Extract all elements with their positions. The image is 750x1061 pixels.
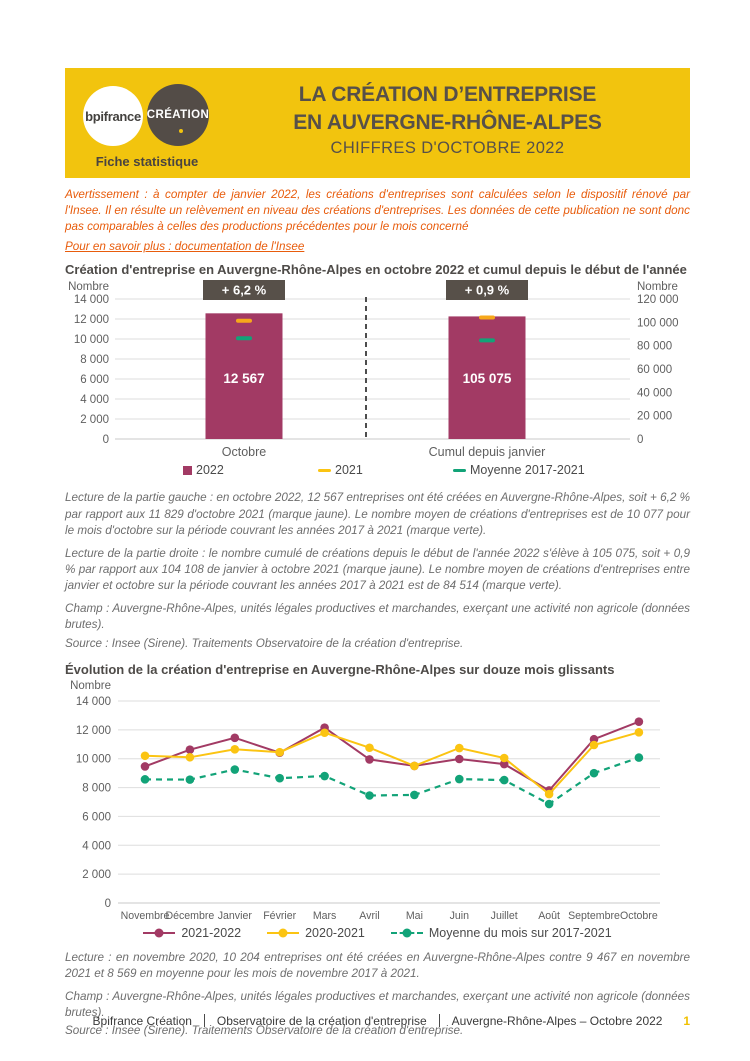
left-tick-label: 8 000	[80, 354, 109, 367]
footer-separator	[439, 1014, 440, 1027]
right-tick-label: 20 000	[637, 411, 673, 424]
data-point	[410, 790, 419, 799]
growth-badge-label: + 0,9 %	[464, 282, 510, 298]
data-point	[186, 745, 195, 754]
left-tick-label: 6 000	[80, 374, 109, 387]
data-point	[365, 755, 374, 764]
data-point	[455, 774, 464, 783]
y-tick-label: 12 000	[75, 724, 111, 737]
right-tick-label: 60 000	[637, 364, 673, 377]
right-tick-label: 80 000	[637, 341, 673, 354]
legend-item-2021	[318, 463, 363, 477]
legend-dot-icon	[279, 928, 288, 937]
month-label: Septembre	[568, 909, 620, 922]
footer-brand: Bpifrance Création	[92, 1014, 192, 1028]
data-point	[410, 761, 419, 770]
data-point	[455, 743, 464, 752]
data-point	[141, 751, 150, 760]
left-tick-label: 0	[102, 434, 109, 447]
page-content	[65, 68, 690, 1039]
line-chart	[65, 679, 690, 925]
creation-logo-dot-icon	[179, 129, 183, 133]
month-label: Mai	[405, 909, 423, 922]
data-point	[545, 799, 554, 808]
chart1-notes	[65, 490, 690, 651]
source-note: Source : Insee (Sirene). Traitements Observatoire de la création d'entreprise.	[65, 1024, 464, 1038]
data-point	[545, 789, 554, 798]
bpifrance-logo	[83, 86, 143, 146]
month-label: Novembre	[120, 909, 170, 922]
legend-item-2020-2021	[267, 926, 365, 940]
y-tick-label: 8 000	[82, 782, 111, 795]
legend-label-2020-2021: 2020-2021	[305, 925, 365, 940]
left-tick-label: 14 000	[73, 294, 109, 307]
bpifrance-logo-text: bpifrance	[85, 108, 141, 124]
title-line-2: EN AUVERGNE-RHÔNE-ALPES	[293, 110, 602, 134]
legend-swatch-2020-2021	[267, 928, 299, 938]
legend-label-2021: 2021	[335, 463, 363, 478]
lecture-text: Lecture : en novembre 2020, 10 204 entreprises ont été créées en Auvergne-Rhône-Alpes contre 9 467 en novembre 2021 et 8 569 en moyenne pour les mois de novembre 2017 à 2021.	[65, 950, 690, 980]
footer-separator	[204, 1014, 205, 1027]
chart2-title: Évolution de la création d'entreprise en Auvergne-Rhône-Alpes sur douze mois glissants	[65, 661, 615, 677]
data-point	[365, 791, 374, 800]
legend-label-2022: 2022	[196, 463, 224, 478]
title-line-1: LA CRÉATION D’ENTREPRISE	[298, 83, 597, 106]
source-note: Source : Insee (Sirene). Traitements Observatoire de la création d'entreprise.	[65, 636, 464, 650]
data-point	[590, 740, 599, 749]
data-point	[275, 774, 284, 783]
data-point	[590, 769, 599, 778]
y-tick-label: 2 000	[82, 868, 111, 881]
champ-note: Champ : Auvergne-Rhône-Alpes, unités légales productives et marchandes, exerçant une activité non agricole (données brutes).	[65, 602, 690, 632]
data-point	[186, 753, 195, 762]
marker-moyenne	[236, 337, 252, 341]
creation-logo	[147, 84, 209, 146]
lecture-right: Lecture de la partie droite : le nombre cumulé de créations depuis le début de l'année 2022 s'élève à 105 075, soit + 0,9 % par rapport aux 104 108 de janvier à octobre 2021 (marque jaune). Le nombre moyen de créations d'entreprises entre janvier et octobre sur la période couvrant les années 2017 à 2021 est de 84 514 (marque verte).	[65, 546, 690, 593]
legend-dot-icon	[155, 928, 164, 937]
legend-dot-icon	[402, 928, 411, 937]
y-tick-label: 4 000	[82, 839, 111, 852]
month-label: Avril	[359, 909, 380, 922]
y-axis-title: Nombre	[70, 679, 111, 692]
data-point	[231, 733, 240, 742]
bar-value-label: 105 075	[462, 371, 512, 387]
marker-2021	[236, 319, 252, 323]
warning-text: Avertissement : à compter de janvier 2022, les créations d'entreprises sont calculées selon le dispositif rénové par l'Insee. Il en résulte un relèvement en niveau des créations d'entreprises. Les données de cette publication ne sont donc pas comparables à celles des productions précédentes pour le mois concerné	[65, 188, 690, 234]
data-point	[635, 753, 644, 762]
insee-doc-link[interactable]: Pour en savoir plus : documentation de l'Insee	[65, 240, 305, 254]
month-label: Février	[263, 909, 297, 922]
legend-swatch-2021	[318, 469, 331, 473]
series-line	[145, 757, 639, 803]
lecture-left: Lecture de la partie gauche : en octobre 2022, 12 567 entreprises ont été créées en Auvergne-Rhône-Alpes, soit + 6,2 % par rapport aux 11 829 d'octobre 2021 (marque jaune). Le nombre moyen de créations d'entreprises est de 10 077 pour le mois d'octobre sur la période couvrant les années 2017 à 2021 (marque verte).	[65, 491, 690, 537]
header-banner	[65, 68, 690, 178]
page-number: 1	[683, 1014, 690, 1028]
bar-value-label: 12 567	[223, 371, 265, 387]
bar-chart	[65, 280, 690, 463]
legend-item-2021-2022	[143, 926, 241, 940]
right-tick-label: 100 000	[637, 317, 679, 330]
legend-swatch-moyenne-mois	[391, 928, 423, 938]
month-label: Mars	[312, 909, 337, 922]
y-tick-label: 10 000	[75, 753, 111, 766]
subtitle: CHIFFRES D'OCTOBRE 2022	[330, 139, 565, 158]
y-tick-label: 0	[104, 897, 111, 910]
right-axis-title: Nombre	[637, 281, 678, 294]
legend-swatch-2021-2022	[143, 928, 175, 938]
data-point	[455, 754, 464, 763]
insee-doc-link-wrap	[65, 240, 690, 253]
data-point	[231, 765, 240, 774]
growth-badge-label: + 6,2 %	[221, 282, 267, 298]
data-point	[141, 762, 150, 771]
month-label: Juillet	[490, 909, 518, 922]
data-point	[186, 775, 195, 784]
legend-swatch-2022	[183, 466, 192, 475]
legend-label-moyenne-mois: Moyenne du mois sur 2017-2021	[428, 925, 612, 940]
data-point	[635, 728, 644, 737]
line-chart-legend	[65, 925, 690, 941]
data-point	[320, 771, 329, 780]
left-tick-label: 2 000	[80, 414, 109, 427]
legend-label-moyenne: Moyenne 2017-2021	[470, 463, 585, 478]
y-tick-label: 6 000	[82, 811, 111, 824]
x-axis-label: Octobre	[221, 445, 267, 460]
legend-item-moyenne-mois	[391, 926, 612, 940]
month-label: Décembre	[165, 909, 215, 922]
legend-label-2021-2022: 2021-2022	[181, 925, 242, 940]
champ-note: Champ : Auvergne-Rhône-Alpes, unités légales productives et marchandes, exerçant une activité non agricole (données brutes).	[65, 989, 690, 1020]
footer-region-date: Auvergne-Rhône-Alpes – Octobre 2022	[451, 1014, 663, 1028]
data-point	[231, 745, 240, 754]
month-label: Août	[538, 909, 560, 922]
month-label: Janvier	[217, 909, 252, 922]
right-tick-label: 120 000	[637, 294, 679, 307]
chart1-title: Création d'entreprise en Auvergne-Rhône-Alpes en octobre 2022 et cumul depuis le début de l'année	[65, 262, 687, 278]
legend-item-2022	[183, 463, 224, 477]
footer-observatory: Observatoire de la création d'entreprise	[216, 1014, 427, 1028]
data-point	[365, 743, 374, 752]
left-tick-label: 10 000	[73, 334, 109, 347]
x-axis-label: Cumul depuis janvier	[428, 445, 546, 460]
bar-chart-legend	[65, 463, 690, 481]
y-tick-label: 14 000	[75, 695, 111, 708]
page-footer	[65, 1014, 690, 1028]
month-label: Octobre	[620, 909, 658, 922]
month-label: Juin	[449, 909, 470, 922]
left-axis-title: Nombre	[68, 281, 109, 294]
legend-item-moyenne	[453, 463, 585, 477]
left-tick-label: 4 000	[80, 394, 109, 407]
document-title	[250, 81, 645, 158]
tagline: Fiche statistique	[95, 154, 199, 169]
data-point	[500, 775, 509, 784]
legend-swatch-moyenne	[453, 469, 466, 473]
data-point	[635, 717, 644, 726]
marker-moyenne	[479, 339, 495, 343]
marker-2021	[479, 316, 495, 320]
data-point	[141, 775, 150, 784]
data-point	[320, 728, 329, 737]
right-tick-label: 0	[637, 434, 644, 447]
creation-logo-text: CRÉATION	[146, 109, 210, 121]
data-point	[500, 753, 509, 762]
left-tick-label: 12 000	[73, 314, 109, 327]
data-point	[275, 748, 284, 757]
right-tick-label: 40 000	[637, 387, 673, 400]
